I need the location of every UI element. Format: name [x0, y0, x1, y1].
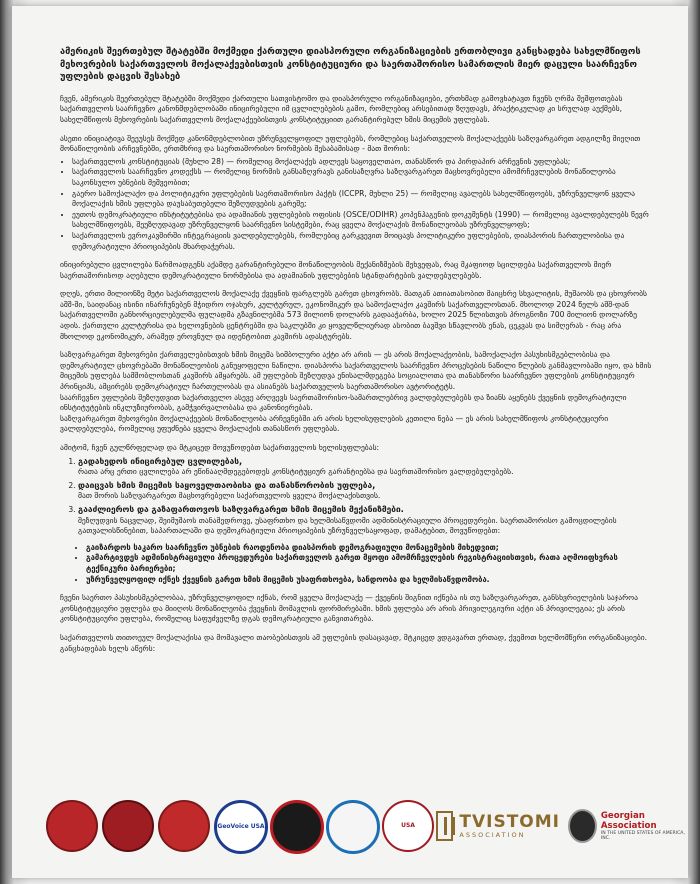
call-intro: ამიტომ, ჩვენ გულწრფელად და მტკიცედ მოვუწოდებთ საქართველოს ხელისუფლებას:: [60, 443, 380, 452]
org-logo-2: [102, 800, 154, 852]
demand-detail: მათ შორის საზღვარგარეთ მაცხოვრებელი საქართველოს ყველა მოქალაქისთვის.: [78, 491, 381, 501]
list-item: • გამარტივდეს ადმინისტრაციული პროცედურები საქართველოს გარეთ მყოფი ამომრჩევლების რეგისტრაციისთვის, რათა აღმოიფხვრას ტექნიკური ბარიერები;: [86, 553, 652, 574]
demand-detail: რათა არც ერთი ცვლილება არ ეწინააღმდეგებოდეს კონსტიტუციურ გარანტიებსა და საერთაშორისო ვალდებულებებს.: [78, 467, 514, 477]
demand-head: გააძლიეროს და გაზაფართოვოს საზღვარგარეთ ხმის მიცემის მექანიზმები.: [78, 503, 404, 514]
signatories-intro: საქართველოს თითოეულ მოქალაქისა და მომავალი თაობებისთვის ამ უფლების დასაცავად, მტკიცედ ვდგავართ ერთად, ქვემოთ ხელმომწერი ორგანიზაციები. განცხადებას ხელს აწერს:: [60, 632, 648, 653]
georgian-association-seal-icon: [568, 809, 597, 843]
list-item: • უზრუნველყოფილ იქნეს ქვეყნის გარეთ ხმის მიცემის უსაფრთხოება, სანდოობა და ხელმისაწვდომობა.: [86, 575, 652, 586]
list-item: • საქართველოს საარჩევნო კოდექსს — რომელიც ნორმის განსაზღვრავს განისაზღვრა საზღვარგარეთ მაცხოვრებელი ამომრჩევლების მონაწილეობა საკონსულო უბნების მეშვეობით;: [72, 167, 652, 188]
list-item: [78, 504, 652, 537]
change-paragraph: ინიცირებული ცვლილება წარმოადგენს აქამდე გარანტირებული მონაწილეობის მექანიზმების მეხვეფას, რაც მკაფიოდ სცილდება საქართველოს მიერ საერთაშორისოდ აღებული დემოკრატიული ნორმებისა და ადამიანის უფლებების სტანდარტების ვალდებულებებს.: [60, 260, 612, 280]
tvistomi-name: TVISTOMI: [459, 812, 560, 832]
tvistomi-mark-icon: [436, 811, 453, 841]
logo-7-label: USA: [401, 822, 415, 829]
tvistomi-sub: ASSOCIATION: [459, 831, 526, 839]
voting-right-paragraph: საზღვარგარეთ მეხოვრები ქართველებისთვის ხმის მიცემა სიმბოლური აქტი არ არის — ეს არის მოქალაქეობის, სამოქალაქო პასუხისმგებლობისა და დემოკრატიულ ცხოვრებაში მონაწილეობის განუყოფელი ნაწილი. დიასპორა საქართველოს საარჩევნო პროცესების ნაწილი წლების განმავლობაში იყო, და ხმის მიცემის უფლება სამშობლოსთან კავშირს ამყარებს. ამ უფლების შეზღუდვა ენისალმდეგება სოციალოთა და თანასწორი საარჩევნო უფლების კონსტიტუციურ პრინციპს, ამცირებს დემოკრატიულ ჩართულობას და ასიანებს საქართველოს საერთაშორისო ავტორიტეტს. საარჩევნო უფლების შეზღუდვით საქართველო ასევე არღვევს საერთაშორისო-სამართლებრივ ვალდებულებებს და ზიანს აყენებს ქვეყნის დემოკრატიული ინსტიტუტების ინკლუზიურობას, გამჭვირვალობასა და კანონიერებას. საზღვარგარეთ მეხოვრები მოქალაქეების მონაწილეობა არჩევნებში არ არის ხელისუფლების კეთილი ნება — ეს არის სახელმწიფოს კონსტიტუციური ვალდებულება, რომელიც უფუძნება ყველა მოქალაქის თანასწორ უფლებას.: [60, 350, 652, 434]
list-item: [78, 480, 652, 502]
list-item: • საქართველოს კონსტიტუციას (მუხლი 28) — რომელიც მოქალაქეს ადლევს საყოველთაო, თანასწორ და პირდაპირ არჩევნის უფლებას;: [72, 157, 652, 168]
org-logo-3: [158, 800, 210, 852]
measures-list: [60, 543, 652, 585]
geovoice-label: GeoVoice USA: [217, 823, 265, 830]
document-page: [12, 6, 688, 878]
list-item: [78, 456, 652, 478]
georgian-association-logo: [568, 806, 686, 846]
org-logo-1: [46, 800, 98, 852]
org-logo-6: [326, 800, 380, 854]
list-item: • ეუთოს დემოკრატიული ინსტიტუტებისა და ადამიანის უფლებების ოფისის (OSCE/ODIHR) კოპენჰაგენის დოკუმენტს (1990) — რომელიც ავალდებულებს წევრ სახელმწიფოებს, შეუზღუდავად უზრუნველყონ საარჩევნო სისტემები, რაც ყველა მოქალაქის მონაწილეობას უზრუნველყოფს;: [72, 210, 652, 231]
list-item: • გაერო სამოქალაქო და პოლიტიკური უფლებების საერთაშორისო პაქტს (ICCPR, მუხლი 25) — რომელიც ავალებს სახელმწიფოებს, უზრუნველყონ ყველა მოქალაქის ხმის უფლება დაუსაბუთებელი შეზღუდვების გარეშე;: [72, 189, 652, 210]
statement-title: ამერიკის შეერთებულ შტატებში მოქმედი ქართული დიასპორული ორგანიზაციების ერთობლივი განცხადება სახელმწიფოს მეხოვრების საქართველოს მოქალაქეებისთვის კონსტიტუციური და საერთაშორისო სამართლის მიერ დაცული საარჩევნო უფლების დაცვის შესახებ: [60, 46, 641, 83]
org-logo-5: [270, 800, 324, 854]
intro-paragraph: ჩვენ, ამერიკის შეერთებულ შტატებში მოქმედი ქართული სათვისტომო და დიასპორული ორგანიზაციები, ერთხმად გამოვხატავთ ჩვენს ღრმა შეშფოთებას საქართველოს საარჩევნო კანონმდებლობაში ინიცირებული იმ ცვლილებების გამო, რომლებიც არსებითად ზღუდავს, პრაქტიკულად კი სრულად აუქმებს, სახელმწიფოს მეხოვრების საქართველოს მოქალაქეებისთვის კონსტიტუციით გარანტირებულ ხმის მიცემის უფლებას.: [60, 93, 623, 124]
tvistomi-logo: [436, 808, 560, 844]
georgian-association-name: Georgian Association: [600, 811, 657, 831]
legal-basis-intro: ასეთი ინიციატივა შეეუსეს მოქმედ კანონმდებლობით უზრუნველყოფილ უფლებებს, რომლებიც საქართველოს მოქალაქეებს საზღვარგარეთ ადგილზე მიეღით მონაწილეობის არჩევნებში, ერთმხრივ და საერთაშორისო ნორმების შესაბამისად - მათ შორის:: [60, 133, 641, 154]
georgian-association-sub: IN THE UNITED STATES OF AMERICA, INC.: [600, 831, 685, 841]
legal-basis-list: [60, 157, 652, 252]
demand-head: გადახედოს ინიცირებულ ცვლილებას,: [78, 455, 243, 466]
demand-detail: შეზღუდვის ნაცვლად, შეიმუშაოს თანამედროვე, უსაფრთხო და ხელმისაწვდომი ადმინისტრაციული პროცედურები. საერთაშორისო გამოცდილების გათვალისწინებით, საპართალაში და დემოკრატიული პრიოციპების უზრუნველსაყოფად, დამატებით, მოვუწოდებთ:: [78, 515, 617, 536]
demand-head: დაიცვას ხმის მიცემის საყოველთაობისა და თანასწორობის უფლება,: [78, 479, 376, 490]
statement-content: [60, 46, 652, 662]
demands-list: [60, 456, 652, 537]
geovoice-logo: [214, 800, 268, 854]
diaspora-paragraph: დღეს, ერთი მილიონზე მეტი საქართველოს მოქალაქე ქვეყნის ფარგლებს გარეთ ცხოვრობს. მათგან ათიათასობით მაიცხრე სხვალიტის, მუშაობს და ცხოვრობს აშშ-ში, საიდანაც ისინი ინარჩუნებენ მჭიდრო ოჯახურ, კულტურულ, ეკონომიკურ და სამოქალაქო კავშირს საქართველოსთან. მხოლოდ 2024 წელს აშშ-დან საქართველოში განხორციელებულმა ფულადმა გზავნილებმა 573 მილიონ დოლარს გადააჭარბა, ხოლო 2025 წლისთვის პროგნოზი 700 მილიონ დოლარზე ადის. ქართული კულტურისა და ხელოვნების ცენტრებში და საკლუბში კი ყოველწლიურად ასობით ბავშვი სწავლობს ენას, ცეკვას და სიმღერას - რაც არა მხოლოდ ეკონომიკურ, არამედ ეროვნულ და იდენტობით კავშირს ადასტურებს.: [60, 289, 647, 341]
list-item: • გაიზარდოს საკარო საარჩევნო უბნების რაოდენობა დიასპორის დემოგრაფიული მონაცემების მიხედვით;: [86, 543, 652, 554]
list-item: • საქართველოს ევროკავშირში ინტეგრაციის ვალდებულებებს, რომლებიც გარკვევით მოიცავს პოლიტიკური უფლებების, დიასპორის ჩართულობისა და დემოკრატიული პრიოციპების მხარდაჭერას.: [72, 231, 652, 252]
signatory-logos: [46, 800, 686, 856]
responsibility-paragraph: ჩვენი საერთო პასუხისმგებლობაა, უზრუნველყოფილ იქნას, რომ ყველა მოქალაქე — ქვეყნის შიგნით იქნება ის თუ საზღვარგარეთ, განსხვრიელების საჯაროა კონსტიტუციური უფლება და მიიღოს მონაწილეობა ქვეყნის მომავლის ფორმირებაში. ხმის უფლება არ არის პრივილეგიური აქტი ან პრივილეგია; ეს არის კონსტიტუციური უფლება, რომელიც საფუძველზე დგას დემოკრატიული განვითარება.: [60, 593, 638, 624]
org-logo-7: [382, 800, 434, 852]
